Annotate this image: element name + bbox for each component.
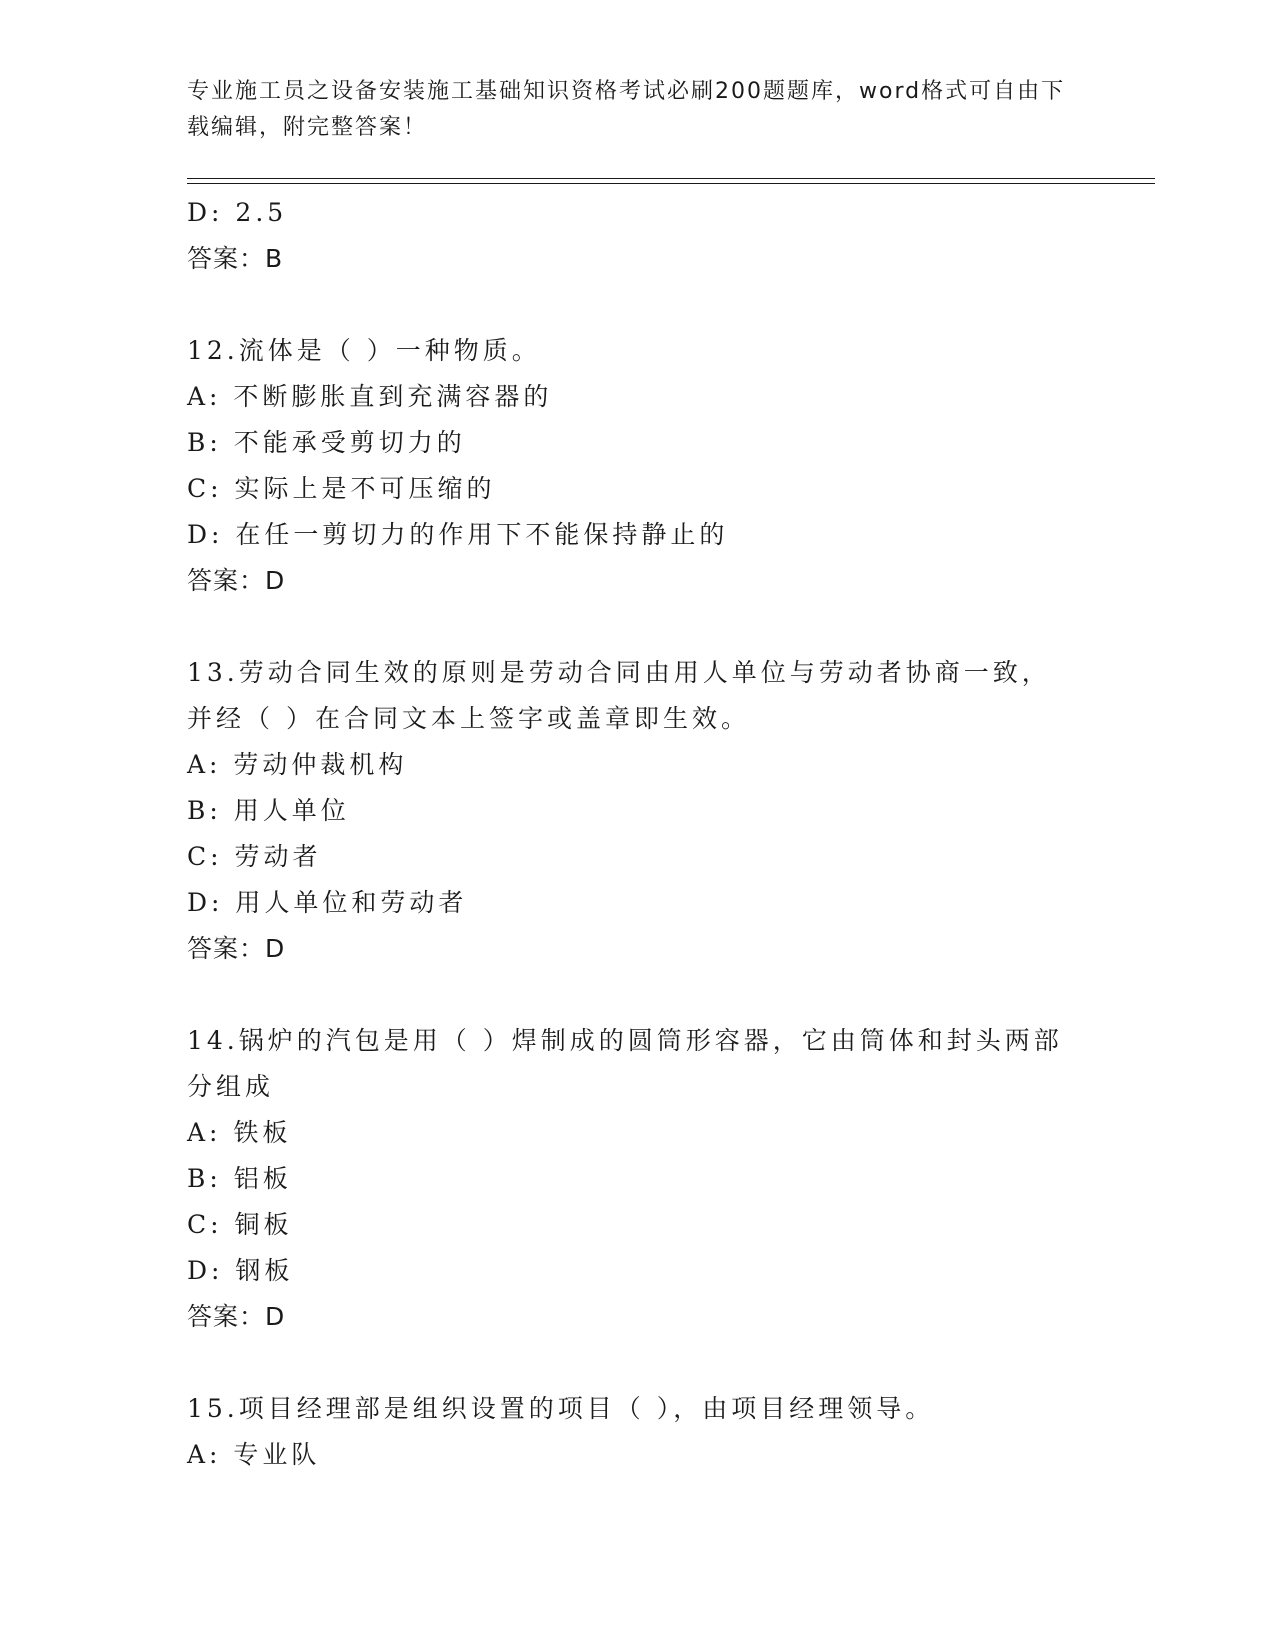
header-rule-top xyxy=(187,178,1155,179)
question-stem: 14.锅炉的汽包是用（ ）焊制成的圆筒形容器，它由筒体和封头两部分组成 xyxy=(187,1026,1063,1101)
answer: 答案：D xyxy=(187,566,286,595)
prev-answer: 答案：B xyxy=(187,244,284,273)
option-b: B: 用人单位 xyxy=(187,796,350,825)
document-header: 专业施工员之设备安装施工基础知识资格考试必刷200题题库，word格式可自由下载编辑，附完整答案！ xyxy=(187,79,1066,140)
answer: 答案：D xyxy=(187,934,286,963)
option-b: B: 不能承受剪切力的 xyxy=(187,428,466,457)
option-b: B: 铝板 xyxy=(187,1164,292,1193)
option-c: C: 劳动者 xyxy=(187,842,322,871)
header-rule-bottom xyxy=(187,183,1155,184)
question-list xyxy=(187,190,1087,1478)
question-13 xyxy=(187,650,1087,972)
option-c: C: 铜板 xyxy=(187,1210,293,1239)
question-14 xyxy=(187,1018,1087,1340)
spacer xyxy=(187,1340,1087,1386)
option-d: D: 用人单位和劳动者 xyxy=(187,888,468,917)
spacer xyxy=(187,604,1087,650)
answer: 答案：D xyxy=(187,1302,286,1331)
question-12 xyxy=(187,328,1087,604)
option-d: D: 在任一剪切力的作用下不能保持静止的 xyxy=(187,520,729,549)
option-d: D: 钢板 xyxy=(187,1256,294,1285)
question-stem: 12.流体是（ ）一种物质。 xyxy=(187,336,541,365)
question-stem: 13.劳动合同生效的原则是劳动合同由用人单位与劳动者协商一致，并经（ ）在合同文本上签字或盖章即生效。 xyxy=(187,658,1051,733)
question-15 xyxy=(187,1386,1087,1478)
spacer xyxy=(187,972,1087,1018)
prev-option-d: D: 2.5 xyxy=(187,198,288,227)
option-a: A: 铁板 xyxy=(187,1118,292,1147)
option-a: A: 不断膨胀直到充满容器的 xyxy=(187,382,553,411)
option-c: C: 实际上是不可压缩的 xyxy=(187,474,496,503)
question-stem: 15.项目经理部是组织设置的项目（ ），由项目经理领导。 xyxy=(187,1394,935,1423)
spacer xyxy=(187,282,1087,328)
option-a: A: 劳动仲裁机构 xyxy=(187,750,408,779)
option-a: A: 专业队 xyxy=(187,1440,321,1469)
